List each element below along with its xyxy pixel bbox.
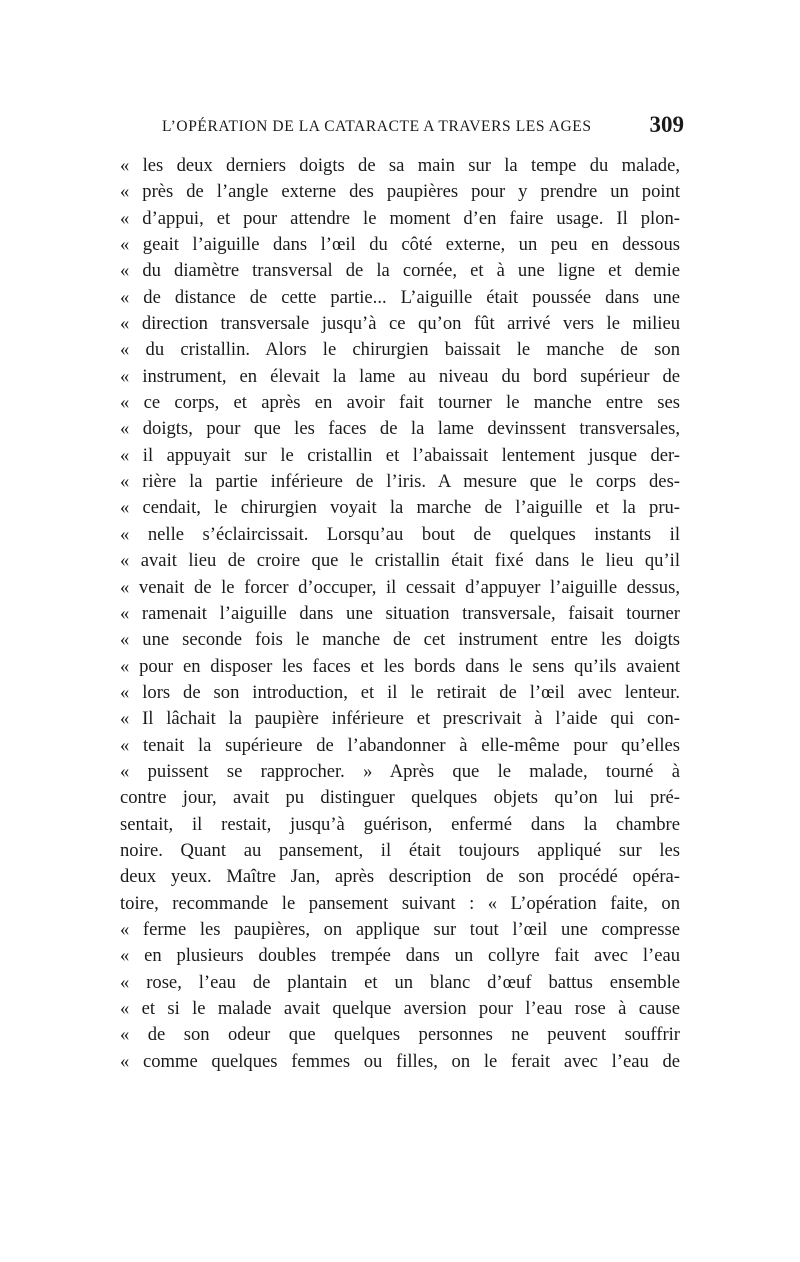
body-text (120, 153, 680, 1075)
text-line: contre jour, avait pu distinguer quelques objets qu’on lui pré- (120, 787, 680, 809)
text-line: « ce corps, et après en avoir fait tourner le manche entre ses (120, 392, 680, 414)
text-line: « de son odeur que quelques personnes ne peuvent souffrir (120, 1024, 680, 1046)
text-line: « avait lieu de croire que le cristallin était fixé dans le lieu qu’il (120, 550, 680, 572)
text-line: « près de l’angle externe des paupières pour y prendre un point (120, 181, 680, 203)
text-line: « direction transversale jusqu’à ce qu’on fût arrivé vers le milieu (120, 313, 680, 335)
text-line: « geait l’aiguille dans l’œil du côté externe, un peu en dessous (120, 234, 680, 256)
text-line: « comme quelques femmes ou filles, on le ferait avec l’eau de (120, 1050, 680, 1072)
text-line: sentait, il restait, jusqu’à guérison, enfermé dans la chambre (120, 813, 680, 835)
text-line: « instrument, en élevait la lame au niveau du bord supérieur de (120, 365, 680, 387)
text-line: « les deux derniers doigts de sa main sur la tempe du malade, (120, 155, 680, 176)
text-line: noire. Quant au pansement, il était toujours appliqué sur les (120, 839, 680, 861)
text-line: « lors de son introduction, et il le retirait de l’œil avec lenteur. (120, 681, 680, 703)
text-line: « Il lâchait la paupière inférieure et prescrivait à l’aide qui con- (120, 708, 680, 730)
text-line: « venait de le forcer d’occuper, il cessait d’appuyer l’aiguille dessus, (120, 576, 680, 598)
text-line: « pour en disposer les faces et les bords dans le sens qu’ils avaient (120, 655, 680, 677)
text-line: « du cristallin. Alors le chirurgien baissait le manche de son (120, 339, 680, 361)
text-line: « et si le malade avait quelque aversion pour l’eau rose à cause (120, 998, 680, 1019)
text-line: « de distance de cette partie... L’aiguille était poussée dans une (120, 286, 680, 308)
text-line: « d’appui, et pour attendre le moment d’en faire usage. Il plon- (120, 207, 680, 229)
text-line: « ferme les paupières, on applique sur tout l’œil une compresse (120, 918, 680, 940)
text-line: « ramenait l’aiguille dans une situation transversale, faisait tourner (120, 602, 680, 624)
text-line: « une seconde fois le manche de cet instrument entre les doigts (120, 629, 680, 651)
text-line: « du diamètre transversal de la cornée, et à une ligne et demie (120, 260, 680, 282)
text-line: toire, recommande le pansement suivant : « L’opération faite, on (120, 892, 680, 914)
text-line: « rière la partie inférieure de l’iris. A mesure que le corps des- (120, 471, 680, 493)
page-number: 309 (649, 112, 684, 137)
running-title: L’OPÉRATION DE LA CATARACTE A TRAVERS LES AGES (162, 118, 592, 135)
text-line: « puissent se rapprocher. » Après que le malade, tourné à (120, 760, 680, 782)
text-line: « rose, l’eau de plantain et un blanc d’œuf battus ensemble (120, 971, 680, 993)
text-line: « cendait, le chirurgien voyait la marche de l’aiguille et la pru- (120, 497, 680, 519)
text-line: « en plusieurs doubles trempée dans un collyre fait avec l’eau (120, 945, 680, 967)
text-line: « doigts, pour que les faces de la lame devinssent transversales, (120, 418, 680, 440)
running-head (128, 112, 684, 142)
text-line: « nelle s’éclaircissait. Lorsqu’au bout de quelques instants il (120, 523, 680, 545)
text-line: « tenait la supérieure de l’abandonner à elle-même pour qu’elles (120, 734, 680, 756)
text-line: « il appuyait sur le cristallin et l’abaissait lentement jusque der- (120, 444, 680, 466)
text-line: deux yeux. Maître Jan, après description de son procédé opéra- (120, 866, 680, 888)
